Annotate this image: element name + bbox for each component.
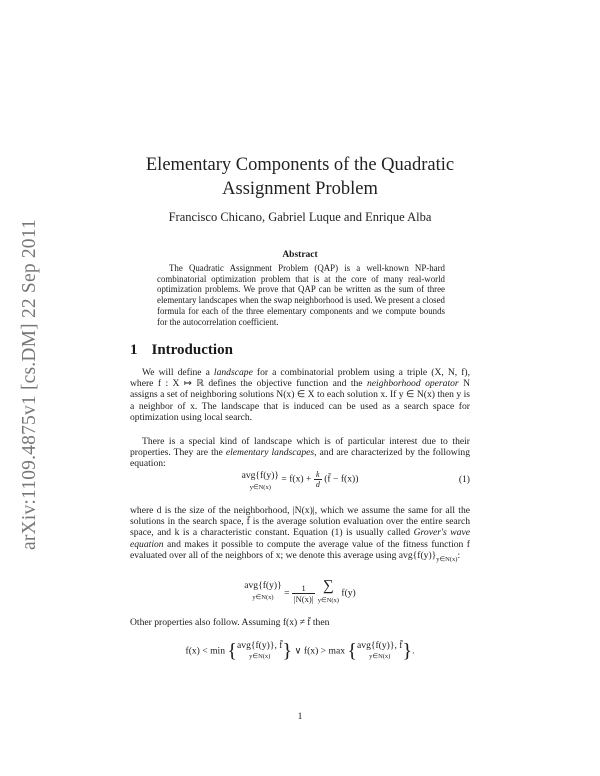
term-elementary-landscapes: elementary landscapes xyxy=(225,447,315,459)
title-line-2: Assignment Problem xyxy=(222,179,378,199)
section-heading xyxy=(130,342,233,359)
intro-paragraph-1: We will define a landscape for a combinatorial problem using a triple (X, N, f), where f : X ↦ ℝ defines the objective function and the neighborhood operator N assigns a set of neighboring solutions N(x) ∈ X to each solution x. If y ∈ N(x) then y is a neighbor of x. The landscape that is induced can be used as a search space for optimization using local search. xyxy=(130,367,471,423)
equation-1: avg{f(y)} y∈N(x) = $f(x) + \frac{k}{d}$ (f̄ − f(x)) (1) xyxy=(241,470,470,491)
term-grovers-wave-equation: Grover's wave equation xyxy=(130,527,470,550)
term-neighborhood-operator: neighborhood operator xyxy=(367,378,459,390)
equation-2: avg{f(y)} y∈N(x) = $\frac{1}{|N(x)|}$ ∑ y∈N(x) f(y) xyxy=(244,578,356,604)
term-landscape: landscape xyxy=(213,367,253,378)
arxiv-identifier: arXiv:1109.4875v1 [cs.DM] 22 Sep 2011 xyxy=(19,219,40,550)
intro-paragraph-4: Other properties also follow. Assuming f(x) ≠ f̄ then xyxy=(130,617,330,628)
authors: Francisco Chicano, Gabriel Luque and Enrique Alba xyxy=(168,210,432,224)
abstract-text: The Quadratic Assignment Problem (QAP) is a well-known NP-hard combinatorial optimization problem that is at the core of many real-world optimization problems. We prove that QAP can be written as the sum of three elementary landscapes when the swap neighborhood is used. We present a closed formula for each of the three elementary components and we compute bounds for the autocorrelation coefficient. xyxy=(157,263,445,327)
section-number: 1 xyxy=(130,342,138,358)
equation-1-number: (1) xyxy=(458,474,470,485)
intro-paragraph-2: There is a special kind of landscape which is of particular interest due to their properties. They are the elementary landscapes, and are characterized by the following equation: xyxy=(130,436,470,470)
equation-3: f(x) < min {avg{f(y)}, f̄ y∈N(x) } ∨ f(x) > max {avg{f(y)}, f̄ y∈N(x) }. xyxy=(185,640,415,662)
abstract-heading: Abstract xyxy=(282,250,318,260)
section-title: Introduction xyxy=(151,342,233,358)
intro-paragraph-3: where d is the size of the neighborhood, |N(x)|, which we assume the same for all the solutions in the search space, f̄ is the average solution evaluation over the entire search space, and k is a characteristic constant. Equation (1) is usually called Grover's wave equation and makes it possible to compute the average value of the fitness function f evaluated over all of the neighbors of x; we denote this average using $avg\{f(y)\}_{y\in N(x)}$: xyxy=(130,505,470,563)
page-number: 1 xyxy=(297,711,303,722)
paper-title xyxy=(130,153,470,201)
title-line-1: Elementary Components of the Quadratic xyxy=(145,155,455,175)
